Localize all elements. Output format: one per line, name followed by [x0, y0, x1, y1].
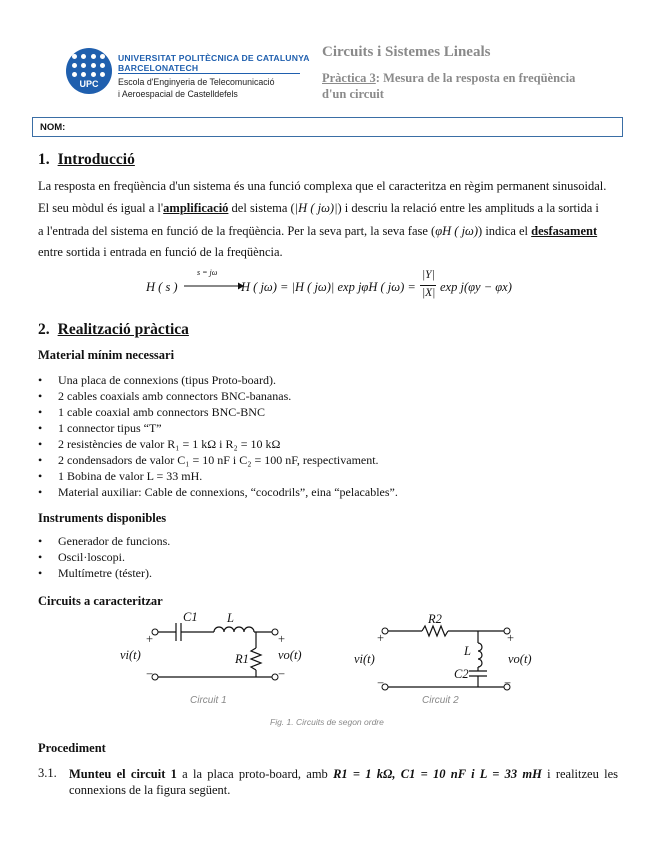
vi-label: vi(t): [354, 652, 375, 666]
step-number: 3.1.: [38, 766, 57, 780]
instruments-list: [38, 533, 618, 581]
arrow-icon: [184, 281, 244, 291]
name-field[interactable]: NOM:: [32, 117, 623, 137]
material-heading: Material mínim necessari: [38, 348, 175, 362]
r2-label: R2: [428, 612, 442, 626]
vo-label: vo(t): [508, 652, 532, 666]
procedure-heading: Procediment: [38, 741, 106, 755]
c2-label: C2: [454, 667, 469, 681]
header-divider: [118, 73, 300, 74]
vi-label: vi(t): [120, 648, 141, 662]
practica-title: Pràctica 3: Mesura de la resposta en freqüència d'un circuit: [322, 71, 576, 101]
step-text: Munteu el circuit 1 a la placa proto-board, amb R1 = 1 kΩ, C1 = 10 nF i L = 33 mH i realitzeu les connexions de la figura següent.: [69, 767, 618, 797]
list-item: • 1 Bobina de valor L = 33 mH.: [38, 468, 618, 484]
intro-line-2: El seu mòdul és igual a l'amplificació del sistema (|H ( jω)|) i descriu la relació entre les amplituds a la sortida i: [38, 200, 599, 215]
circuit-2-diagram: R2 L C2 + − vi(t) + − vo(t) Circuit 2: [346, 610, 556, 710]
instruments-heading: Instruments disponibles: [38, 511, 167, 525]
school-name: Escola d'Enginyeria de Telecomunicació i Aeroespacial de Castelldefels: [118, 77, 275, 99]
course-title: Circuits i Sistemes Lineals: [322, 44, 491, 60]
intro-line-3: a l'entrada del sistema en funció de la freqüència. Per la seva part, la seva fase (φH ( jω)) indica el desfasament: [38, 223, 598, 238]
list-item: • 2 cables coaxials amb connectors BNC-bananas.: [38, 388, 618, 404]
section-1-heading: 1. Introducció: [38, 151, 135, 168]
list-item: • Una placa de connexions (tipus Proto-board).: [38, 372, 618, 388]
circuits-heading: Circuits a caracteritzar: [38, 594, 163, 608]
r1-label: R1: [235, 652, 249, 666]
list-item: • Multímetre (téster).: [38, 565, 618, 581]
logo-text: UPC: [79, 79, 99, 89]
circuit-1-diagram: C1 L R1 + − vi(t) + − vo(t) Circuit 1: [110, 610, 320, 710]
c1-label: C1: [183, 610, 198, 624]
l-label: L: [464, 644, 471, 658]
list-item: • Material auxiliar: Cable de connexions, “cocodrils”, eina “pelacables”.: [38, 484, 618, 500]
material-list: [38, 372, 618, 500]
l-label: L: [227, 611, 234, 625]
list-item: • 2 resistències de valor R₁ = 1 kΩ i R₂ = 10 kΩ: [38, 436, 618, 452]
section-2-heading: 2. Realització pràctica: [38, 321, 189, 338]
figure-caption: Fig. 1. Circuits de segon ordre: [270, 717, 384, 727]
circuit-2-caption: Circuit 2: [422, 695, 459, 706]
intro-line-1: La resposta en freqüència d'un sistema és una funció complexa que el caracteritza en règim permanent sinusoidal.: [38, 179, 607, 193]
list-item: • 2 condensadors de valor C₁ = 10 nF i C₂ = 100 nF, respectivament.: [38, 452, 618, 468]
list-item: • Generador de funcions.: [38, 533, 618, 549]
list-item: • 1 cable coaxial amb connectors BNC-BNC: [38, 404, 618, 420]
vo-label: vo(t): [278, 648, 302, 662]
list-item: • 1 connector tipus “T”: [38, 420, 618, 436]
university-name: UNIVERSITAT POLITÈCNICA DE CATALUNYA BARCELONATECH: [118, 53, 310, 73]
intro-line-4: entre sortida i entrada en funció de la freqüència.: [38, 244, 283, 259]
upc-logo: [66, 48, 112, 94]
fraction-bar: [420, 285, 436, 286]
circuit-1-caption: Circuit 1: [190, 695, 227, 706]
frequency-response-equation: H ( s ) s = jω H ( jω) = |H ( jω)| exp jφH ( jω) = |Y| |X| exp j(φy − φx): [146, 268, 512, 299]
intro-paragraph: [38, 177, 618, 262]
list-item: • Oscil·loscopi.: [38, 549, 618, 565]
